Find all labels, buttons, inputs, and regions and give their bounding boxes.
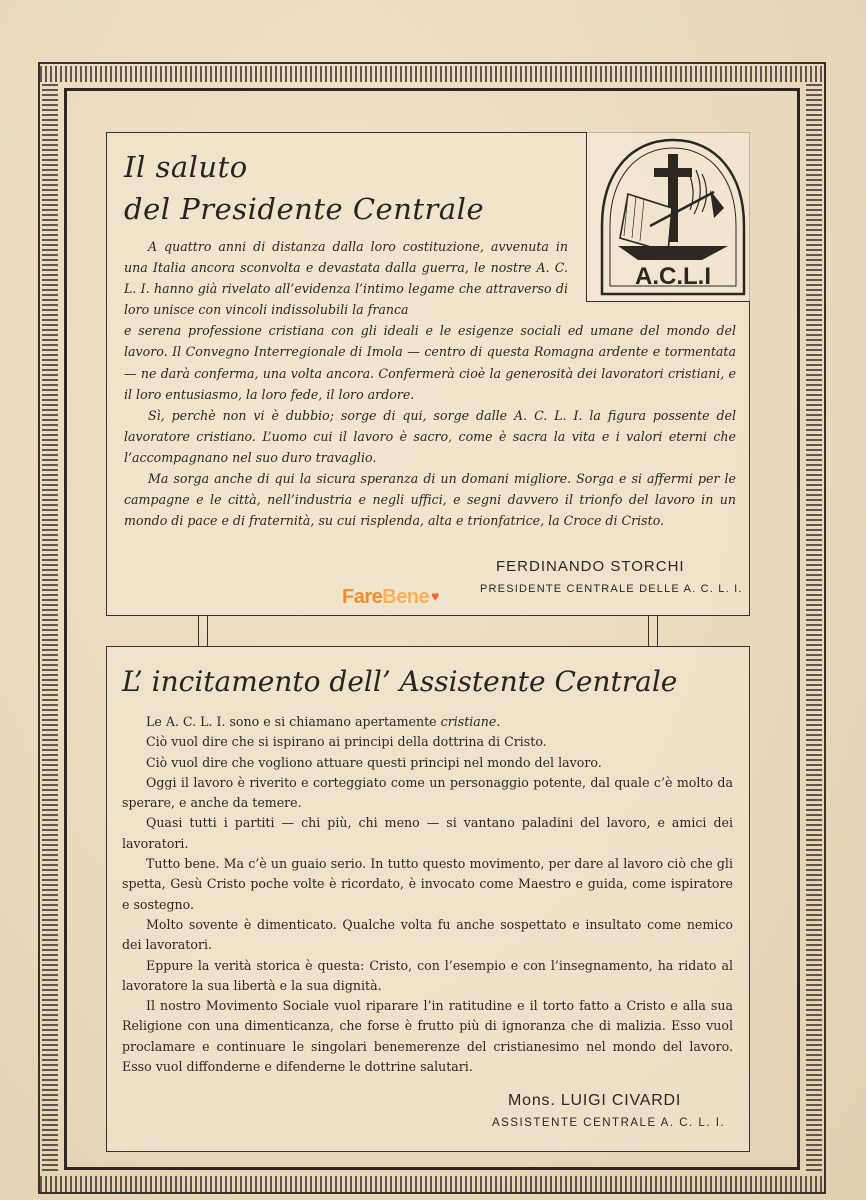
paragraph: Tutto bene. Ma c’è un guaio serio. In tutto questo movimento, per dare al lavoro ciò che gli spetta, Gesù Cristo poche volte è ricordato, è invocato come Maestro e guida, come ispiratore e sostegno. [122, 856, 733, 912]
president-greeting-title [124, 146, 484, 230]
paragraph-text: Le A. C. L. I. sono e si chiamano apertamente [146, 714, 441, 729]
paragraph: Ciò vuol dire che vogliono attuare questi principi nel mondo del lavoro. [146, 754, 602, 770]
paragraph: Ma sorga anche di qui la sicura speranza di un domani migliore. Sorga e si affermi per le campagne e le città, nell’industria e negli uffici, e segni davvero il trionfo del lavoro in un mondo di pace e di fraternità, su cui risplenda, alta e trionfatrice, la Croce di Cristo. [124, 471, 736, 529]
heart-icon: ♥ [431, 588, 439, 604]
decorative-border-top [40, 66, 824, 82]
emblem-text: A.C.L.I [635, 263, 711, 290]
paragraph [122, 712, 733, 732]
watermark-part-2: Bene [382, 586, 430, 608]
paragraph: Ciò vuol dire che si ispirano ai principi della dottrina di Cristo. [146, 734, 547, 750]
watermark-part-1: Fare [342, 586, 383, 608]
paragraph: Oggi il lavoro è riverito e corteggiato come un personaggio potente, dal quale c’è molto da sperare, e anche da temere. [122, 774, 733, 811]
box-connector [648, 616, 658, 646]
assistant-exhortation-title: L’ incitamento dell’ Assistente Centrale [122, 665, 678, 698]
paragraph: Il nostro Movimento Sociale vuol riparare l’in ratitudine e il torto fatto a Cristo e alla sua Religione con una dimenticanza, che forse è frutto più di ignoranza che di malizia. Esso vuol proclamare e continuare le singolari benemerenze del cristianesimo nel mondo del lavoro. Esso vuol diffonderne e difenderne le dottrine salutari. [122, 998, 733, 1075]
paragraph: e serena professione cristiana con gli ideali e le esigenze sociali ed umane del mondo del lavoro. Il Convegno Interregionale di Imola — centro di questa Romagna ardente e tormentata — ne darà conferma, una volta ancora. Confermerà cioè la generosità dei lavoratori cristiani, e il loro entusiasmo, la loro fede, il loro ardore. [124, 323, 736, 402]
signature-name: FERDINANDO STORCHI [496, 558, 685, 575]
signature-role: ASSISTENTE CENTRALE A. C. L. I. [492, 1117, 726, 1129]
box-connector [198, 616, 208, 646]
paragraph: Sì, perchè non vi è dubbio; sorge di qui, sorge dalle A. C. L. I. la figura possente del lavoratore cristiano. L’uomo cui il lavoro è sacro, come è sacra la vita e i valori eterni che l’accompagnano nel suo duro travaglio. [124, 407, 736, 465]
assistant-exhortation-text [122, 712, 733, 1077]
title-line-2: del Presidente Centrale [124, 192, 485, 226]
paragraph: A quattro anni di distanza dalla loro costituzione, avvenuta in una Italia ancora sconvolta e devastata dalla guerra, le nostre A. C. L. I. hanno già rivelato all’evidenza l’intimo legame che attraverso di loro unisce con vincoli indissolubili la franca [124, 239, 568, 318]
signature-name: Mons. LUIGI CIVARDI [508, 1092, 682, 1109]
decorative-border-right [806, 84, 822, 1174]
signature-role: PRESIDENTE CENTRALE DELLE A. C. L. I. [480, 583, 743, 595]
paragraph: Molto sovente è dimenticato. Qualche volta fu anche sospettato e insultato come nemico dei lavoratori. [122, 916, 733, 953]
president-greeting-text [124, 236, 736, 531]
decorative-border-bottom [40, 1176, 824, 1192]
paragraph: Quasi tutti i partiti — chi più, chi meno — si vantano paladini del lavoro, e amici dei lavoratori. [122, 815, 733, 851]
title-line-1: Il saluto [124, 150, 248, 184]
paragraph: Eppure la verità storica è questa: Cristo, con l’esempio e con l’insegnamento, ha ridato al lavoratore la sua libertà e la sua dignità. [122, 957, 733, 993]
farebene-watermark [342, 586, 439, 609]
decorative-border-left [42, 84, 58, 1174]
italic-word: cristiane. [440, 714, 501, 729]
